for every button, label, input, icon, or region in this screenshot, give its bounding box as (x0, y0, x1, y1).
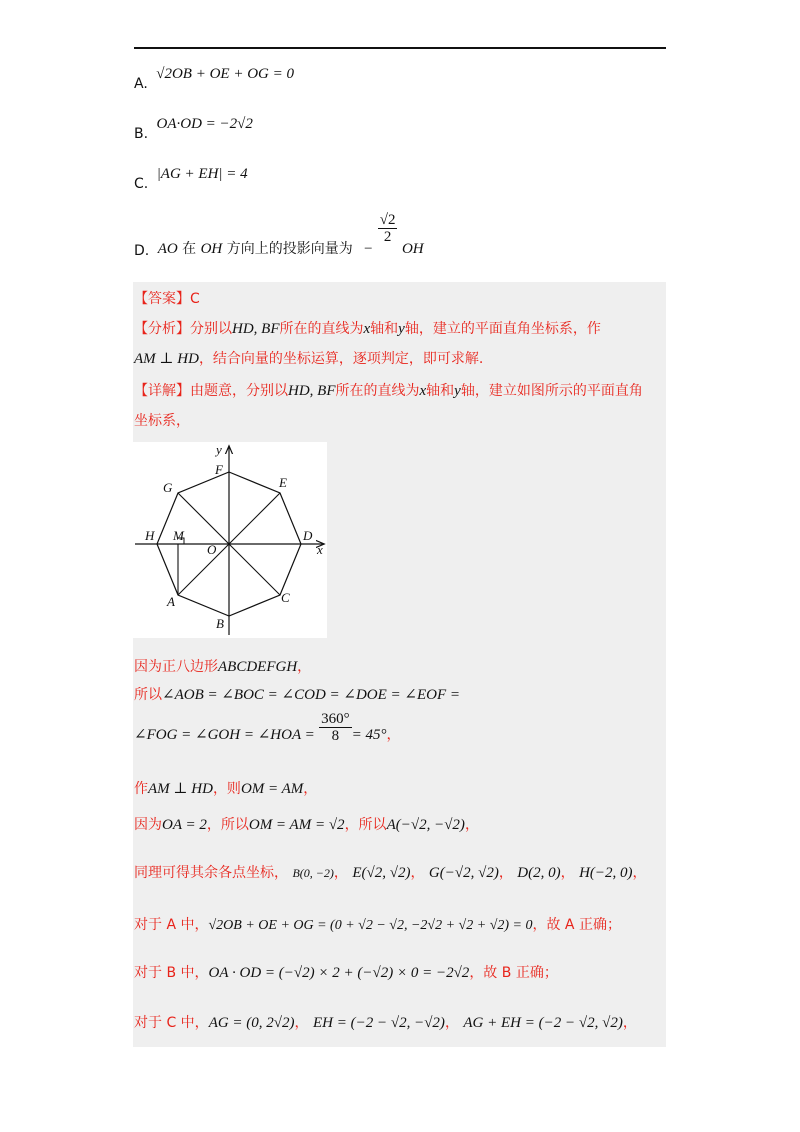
label-c: C (281, 590, 290, 605)
top-rule (134, 47, 666, 49)
option-d-text: 方向上的投影向量为 (226, 240, 353, 257)
l9-text: 对于 C 中， (134, 1015, 209, 1031)
l9-ag: AG = (0, 2√2) (208, 1015, 295, 1031)
answer-line (134, 288, 200, 308)
analysis-math-x: x (363, 321, 371, 337)
detail-text-5: 坐标系， (134, 413, 190, 429)
l5-math-1: OA = 2 (162, 817, 207, 833)
analysis-math-am-perp: AM ⊥ HD (134, 351, 199, 367)
octagon-diagram (133, 442, 327, 638)
answer-value: C (190, 291, 200, 307)
analysis-math-y: y (398, 321, 405, 337)
label-y: y (216, 442, 222, 457)
detail-text-4: 轴，建立如图所示的平面直角 (460, 383, 643, 399)
line-coordinates (134, 862, 647, 882)
l4-math-1: AM ⊥ HD (148, 781, 213, 797)
detail-text-2: 所在的直线为 (335, 383, 420, 399)
option-c-formula: |AG + EH| = 4 (156, 166, 248, 182)
detail-math-hdbf: HD, BF (288, 383, 336, 399)
l6-coord-h: H(−2, 0) (579, 865, 633, 881)
l1-end: ， (297, 659, 312, 675)
option-d-oh: OH (200, 240, 223, 257)
label-a: A (167, 594, 175, 609)
detail-line-1 (134, 380, 643, 400)
l9-eh: EH = (−2 − √2, −√2) (312, 1015, 445, 1031)
label-e: E (279, 475, 287, 490)
analysis-label: 【分析】 (134, 321, 190, 337)
l5-text-3: ，所以 (344, 817, 387, 833)
analysis-text-3: 轴和 (370, 321, 399, 337)
label-f: F (215, 462, 223, 477)
detail-math-y: y (454, 383, 461, 399)
l9-sep-2: ， (444, 1015, 459, 1031)
l3-den: 8 (331, 727, 340, 744)
label-g: G (163, 480, 173, 495)
line-case-c (134, 1012, 637, 1032)
l7-math: √2OB + OE + OG = (0 + √2 − √2, −2√2 + √2 + √2) = 0 (208, 918, 533, 933)
l1-text: 因为正八边形 (134, 659, 218, 675)
l6-text: 同理可得其余各点坐标， (134, 865, 288, 881)
l4-text: 作 (134, 781, 148, 797)
option-d-frac-den: 2 (383, 229, 392, 245)
l5-text: 因为 (134, 817, 162, 833)
l2-text: 所以 (134, 687, 162, 703)
line-octagon (134, 656, 311, 676)
l5-text-2: ，所以 (206, 817, 249, 833)
option-a-letter: A. (134, 76, 148, 92)
line-oa (134, 814, 479, 834)
detail-text-3: 轴和 (426, 383, 455, 399)
analysis-text-4: 轴，建立的平面直角坐标系，作 (404, 321, 601, 337)
l2-math: ∠AOB = ∠BOC = ∠COD = ∠DOE = ∠EOF = (162, 687, 461, 703)
l9-ag-plus-eh: AG + EH = (−2 − √2, √2) (463, 1015, 623, 1031)
option-a-formula: √2OB + OE + OG = 0 (156, 66, 294, 82)
l3-end: ， (386, 727, 401, 743)
analysis-line-2 (134, 348, 483, 368)
option-a (134, 66, 294, 92)
l6-sep-1: ， (333, 865, 348, 881)
l1-math: ABCDEFGH (218, 659, 298, 675)
label-x: x (317, 542, 323, 557)
analysis-text-5: ，结合向量的坐标运算，逐项判定，即可求解. (198, 351, 484, 367)
option-d-letter: D. (134, 242, 150, 259)
l6-coord-e: E(√2, √2) (352, 865, 411, 881)
line-am-perp (134, 778, 317, 798)
l8-math: OA · OD = (−√2) × 2 + (−√2) × 0 = −2√2 (208, 965, 470, 981)
detail-label: 【详解】 (134, 383, 190, 399)
option-d-oh-vector: OH (401, 240, 424, 257)
l6-coord-g: G(−√2, √2) (428, 865, 499, 881)
label-o: O (207, 542, 217, 557)
l9-end: ， (622, 1015, 637, 1031)
answer-label: 【答案】 (134, 291, 190, 307)
l6-coord-b: B(0, −2) (292, 866, 334, 880)
l3-math-a: ∠FOG = ∠GOH = ∠HOA = (134, 727, 315, 743)
option-c (134, 166, 248, 192)
octagon-figure (133, 442, 327, 638)
l3-fraction (319, 711, 352, 744)
analysis-text-2: 所在的直线为 (279, 321, 364, 337)
line-case-b (134, 962, 558, 982)
option-d (134, 212, 424, 259)
l8-text: 对于 B 中， (134, 965, 209, 981)
option-d-ao: AO (157, 240, 178, 257)
l4-math-2: OM = AM (240, 781, 304, 797)
line-case-a (134, 914, 621, 934)
label-h: H (145, 528, 155, 543)
l6-sep-2: ， (410, 865, 425, 881)
option-c-letter: C. (134, 176, 149, 192)
l9-sep-1: ， (294, 1015, 309, 1031)
l5-end: ， (464, 817, 479, 833)
l6-sep-5: ， (632, 865, 647, 881)
l7-end: ，故 A 正确； (532, 917, 621, 933)
option-b-letter: B. (134, 126, 149, 142)
option-d-frac-num: √2 (379, 212, 396, 228)
l6-coord-d: D(2, 0) (517, 865, 561, 881)
l6-sep-4: ， (560, 865, 575, 881)
l6-sep-3: ， (498, 865, 513, 881)
line-angles-1 (134, 684, 460, 704)
label-d: D (303, 528, 313, 543)
l7-text: 对于 A 中， (134, 917, 209, 933)
l5-math-2: OM = AM = √2 (248, 817, 345, 833)
analysis-text-1: 分别以 (190, 321, 232, 337)
option-b (134, 116, 253, 142)
l4-end: ， (303, 781, 318, 797)
l8-end: ，故 B 正确； (469, 965, 558, 981)
option-d-minus: − (363, 240, 374, 257)
analysis-line-1 (134, 318, 601, 338)
option-d-fraction (378, 212, 398, 245)
l3-num: 360° (321, 710, 350, 727)
detail-line-2 (134, 410, 190, 430)
detail-text-1: 由题意，分别以 (190, 383, 288, 399)
option-d-text-zai: 在 (182, 240, 197, 257)
line-angles-2 (134, 710, 401, 744)
label-b: B (216, 616, 224, 631)
l4-text-2: ，则 (212, 781, 241, 797)
l3-math-b: = 45° (351, 727, 387, 743)
l5-math-3: A(−√2, −√2) (386, 817, 465, 833)
analysis-math-hdbf: HD, BF (232, 321, 280, 337)
detail-math-x: x (419, 383, 427, 399)
option-b-formula: OA·OD = −2√2 (156, 116, 253, 132)
label-m: M (173, 528, 184, 543)
